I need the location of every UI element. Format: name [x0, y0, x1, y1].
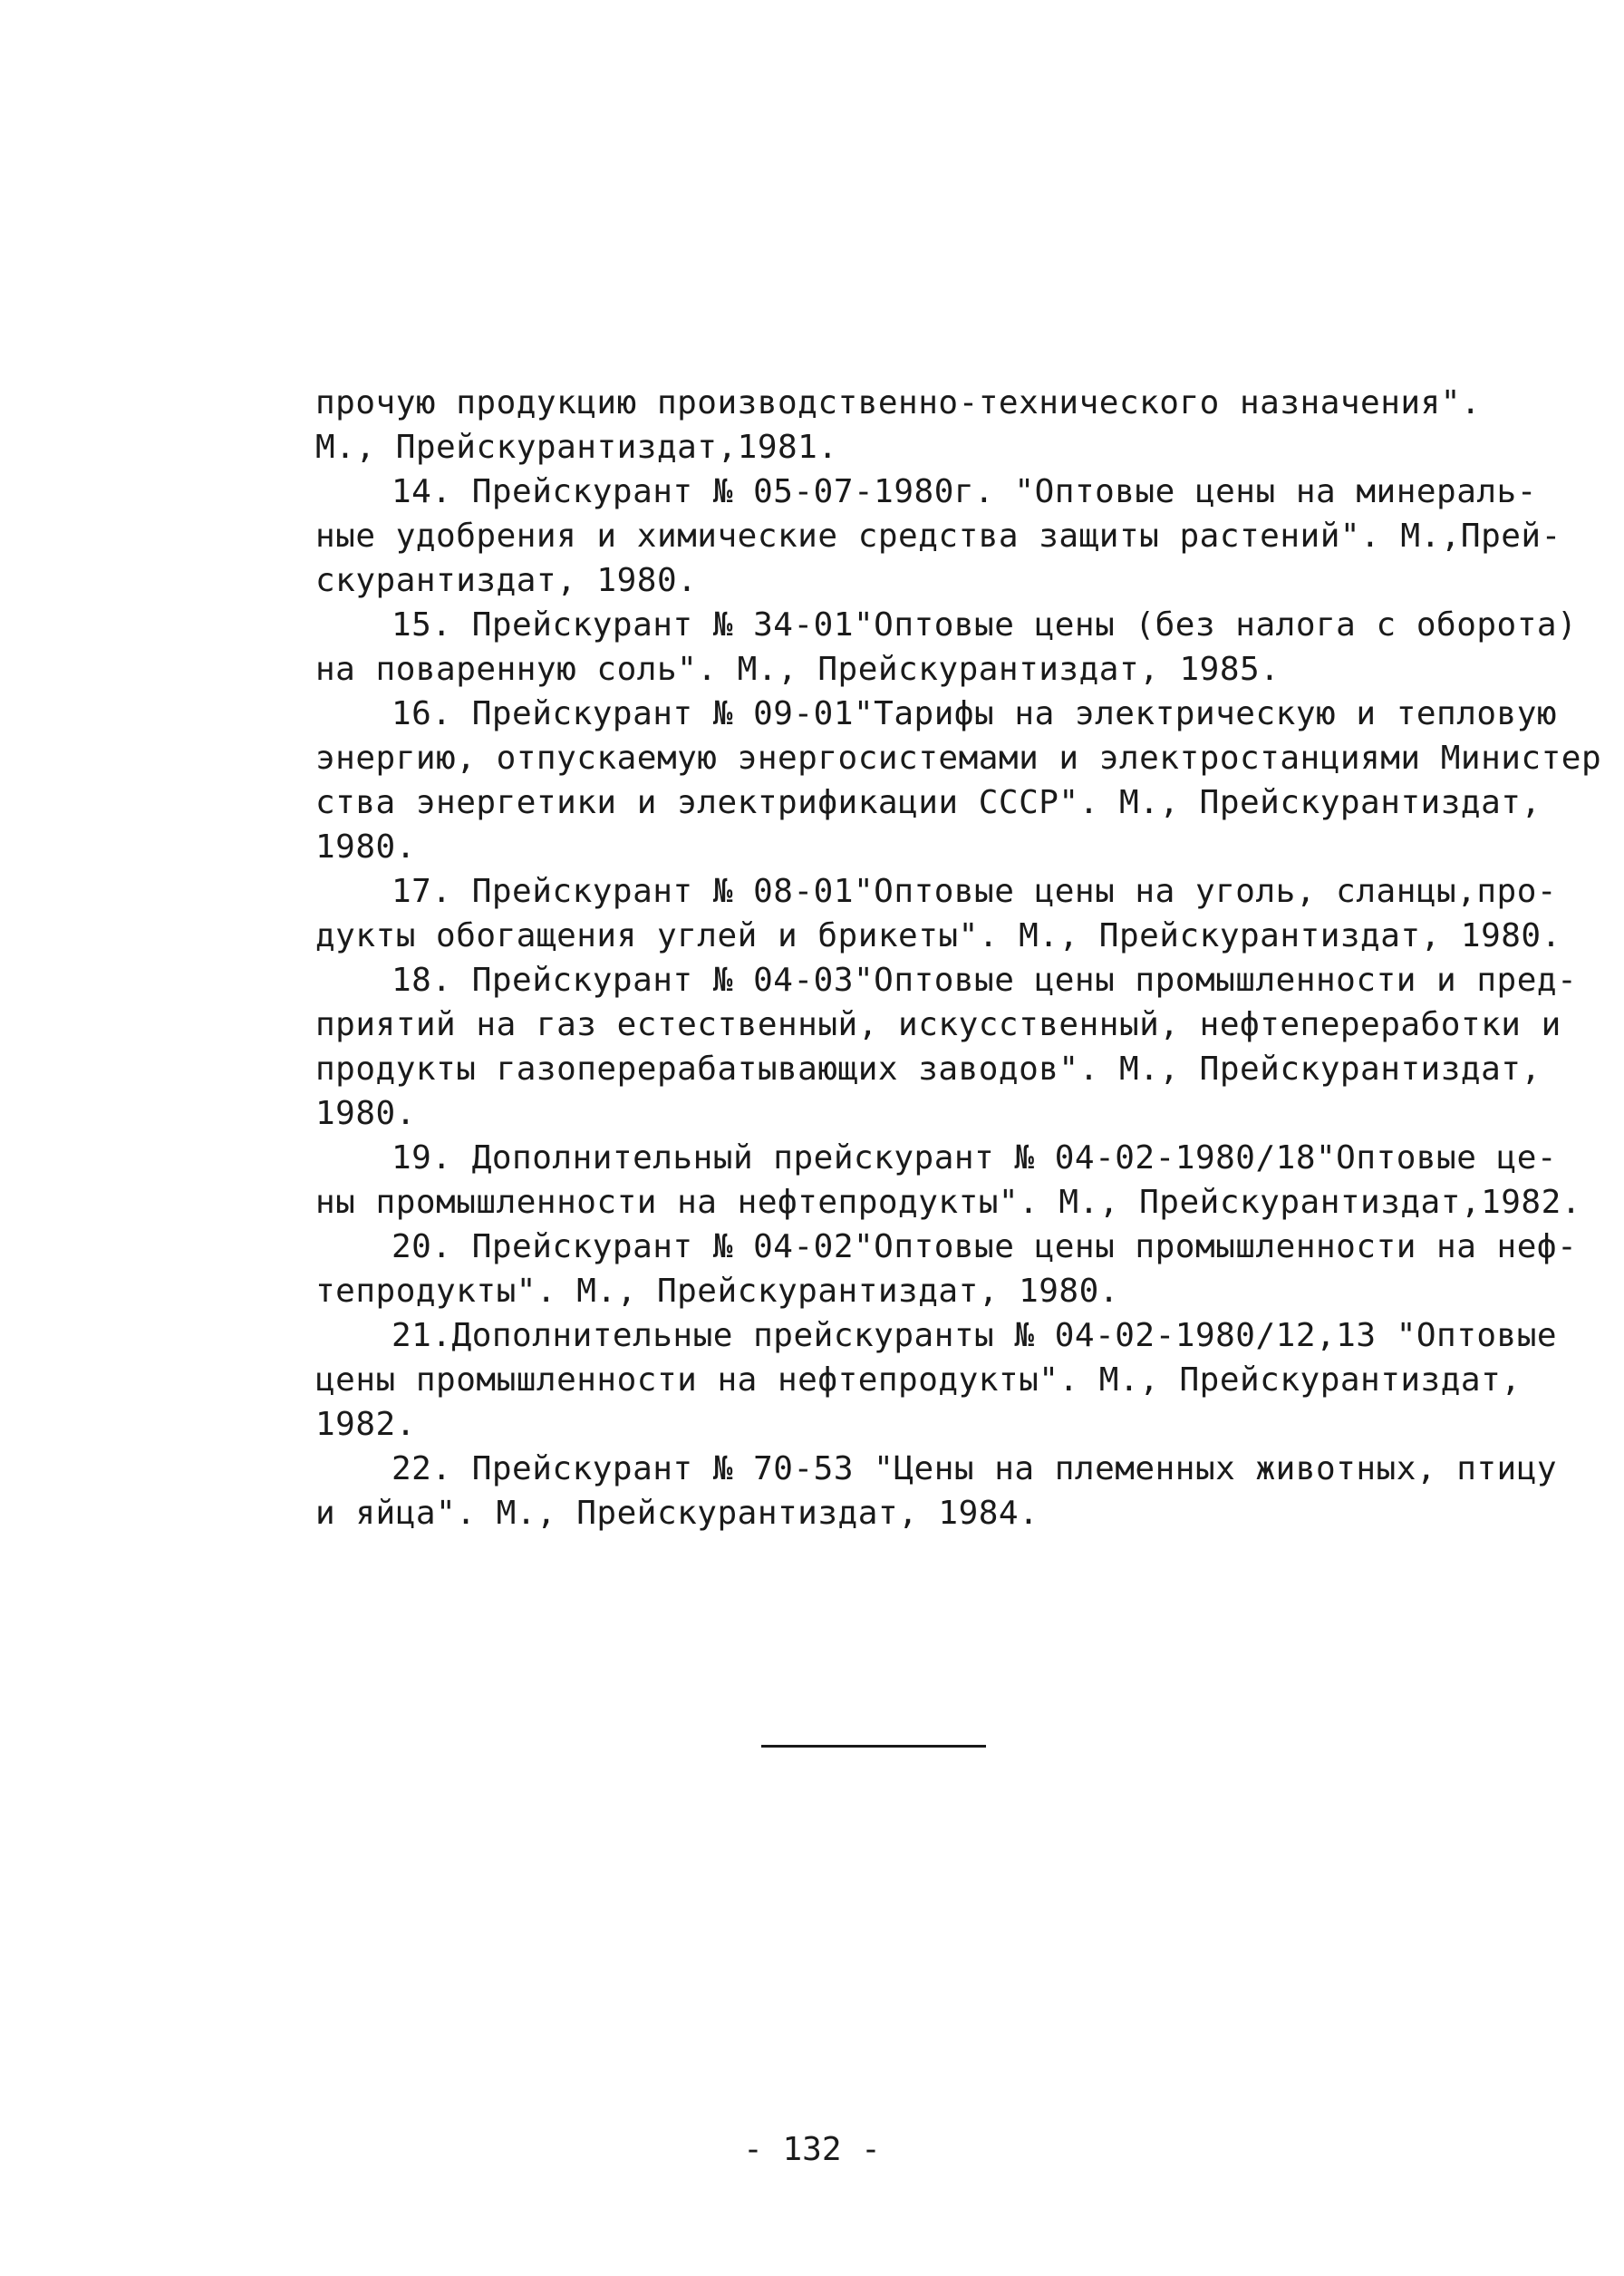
reference-15-line: 15. Прейскурант № 34-01"Оптовые цены (без налога с оборота) [392, 606, 1578, 644]
text-line: тепродукты". М., Прейскурантиздат, 1980. [315, 1273, 1119, 1310]
reference-14-line: 14. Прейскурант № 05-07-1980г. "Оптовые цены на минераль- [392, 473, 1537, 510]
text-line: дукты обогащения углей и брикеты". М., Прейскурантиздат, 1980. [315, 917, 1561, 954]
reference-17-line: 17. Прейскурант № 08-01"Оптовые цены на уголь, сланцы,про- [392, 873, 1558, 910]
text-line: 1980. [315, 1095, 416, 1132]
text-line: ства энергетики и электрификации СССР". М., Прейскурантиздат, [315, 784, 1542, 821]
text-line: приятий на газ естественный, искусственный, нефтепереработки и [315, 1006, 1561, 1043]
text-line: энергию, отпускаемую энергосистемами и электростанциями Министер [315, 740, 1602, 777]
text-line: ны промышленности на нефтепродукты". М., Прейскурантиздат,1982. [315, 1184, 1581, 1221]
reference-16-line: 16. Прейскурант № 09-01"Тарифы на электрическую и тепловую [392, 695, 1558, 732]
text-line: скурантиздат, 1980. [315, 562, 698, 599]
text-line: прочую продукцию производственно-технического назначения". [315, 384, 1482, 421]
reference-20-line: 20. Прейскурант № 04-02"Оптовые цены промышленности на неф- [392, 1228, 1578, 1265]
text-line: продукты газоперерабатывающих заводов". М., Прейскурантиздат, [315, 1051, 1542, 1088]
reference-list [315, 381, 1602, 1535]
text-line: ные удобрения и химические средства защиты растений". М.,Прей- [315, 518, 1561, 555]
reference-18-line: 18. Прейскурант № 04-03"Оптовые цены промышленности и пред- [392, 962, 1578, 999]
text-line: 1982. [315, 1406, 416, 1443]
text-line: М., Прейскурантиздат,1981. [315, 429, 838, 466]
end-divider [761, 1745, 986, 1748]
page-number: - 132 - [743, 2131, 881, 2168]
reference-21-line: 21.Дополнительные прейскуранты № 04-02-1980/12,13 "Оптовые [392, 1317, 1558, 1354]
text-line: 1980. [315, 828, 416, 866]
reference-22-line: 22. Прейскурант № 70-53 "Цены на племенных животных, птицу [392, 1450, 1558, 1487]
text-line: цены промышленности на нефтепродукты". М., Прейскурантиздат, [315, 1361, 1522, 1399]
text-line: и яйца". М., Прейскурантиздат, 1984. [315, 1495, 1039, 1532]
reference-19-line: 19. Дополнительный прейскурант № 04-02-1980/18"Оптовые це- [392, 1139, 1558, 1177]
text-line: на поваренную соль". М., Прейскурантиздат, 1985. [315, 651, 1281, 688]
